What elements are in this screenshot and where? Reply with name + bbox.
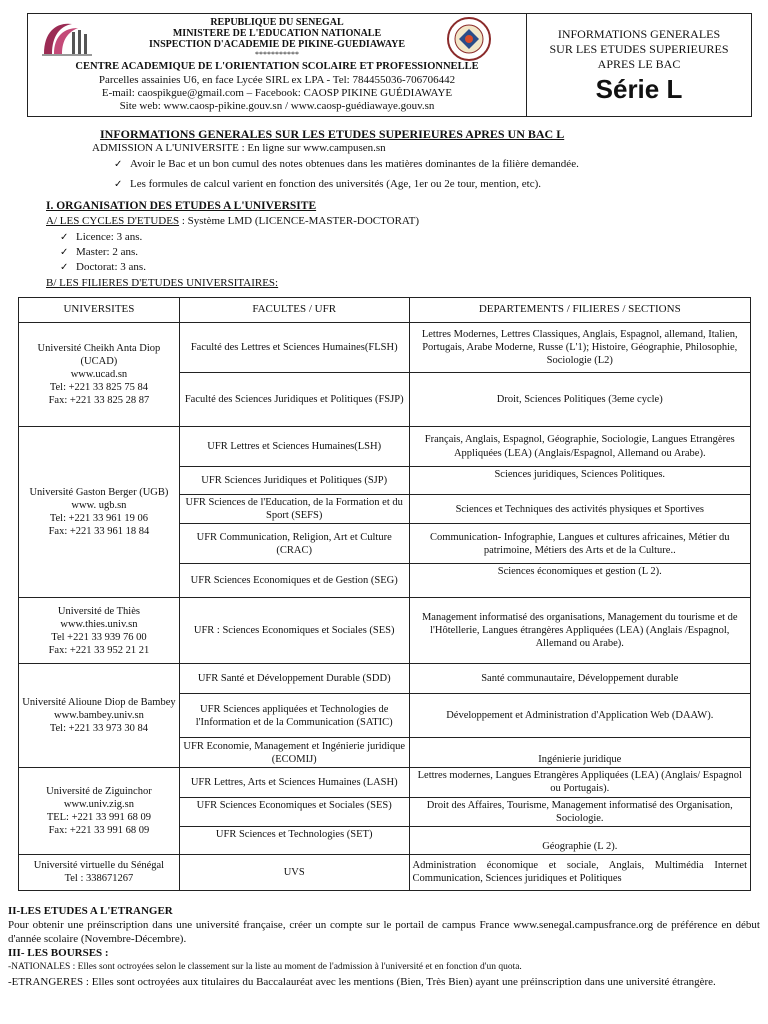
university-cell: Université Alioune Diop de Bambey www.bambey.univ.sn Tel: +221 33 973 30 84 — [19, 664, 180, 768]
departments-cell: Droit des Affaires, Tourisme, Management informatisé des Organisation, Sociologie. — [409, 797, 750, 826]
header-box — [27, 13, 527, 117]
faculty-cell: UFR Economie, Management et Ingénierie juridique (ECOMIJ) — [179, 738, 409, 768]
university-cell: Université de Thiès www.thies.univ.sn Tel +221 33 939 76 00 Fax: +221 33 952 21 21 — [19, 598, 180, 664]
faculty-cell: UFR Sciences Economiques et de Gestion (SEG) — [179, 564, 409, 598]
departments-cell: Droit, Sciences Politiques (3eme cycle) — [409, 373, 750, 427]
departments-cell: Lettres Modernes, Lettres Classiques, Anglais, Espagnol, allemand, Italien, Portugais, Arabe Moderne, Russe (L'1); Histoire, Géographie, Philosophie, Sociologie (L2) — [409, 323, 750, 373]
departments-cell: Ingénierie juridique — [409, 738, 750, 768]
faculty-cell: UFR Lettres, Arts et Sciences Humaines (LASH) — [179, 768, 409, 797]
table-header-row — [19, 298, 751, 323]
faculty-cell: UFR Communication, Religion, Art et Culture (CRAC) — [179, 524, 409, 564]
university-cell: Université Gaston Berger (UGB) www. ugb.sn Tel: +221 33 961 19 06 Fax: +221 33 961 18 84 — [19, 427, 180, 598]
check-icon: ✓ — [60, 247, 69, 258]
departments-cell: Géographie (L 2). — [409, 826, 750, 854]
section2-text: Pour obtenir une préinscription dans une université française, créer un compte sur le portail de campus France www.senegal.campusfrance.org de préférence en début d'année scolaire (Novembre-Décembre). — [8, 919, 760, 946]
header-stars: *********** — [255, 50, 299, 59]
departments-cell: Lettres modernes, Langues Etrangères Appliquées (LEA) (Anglais/ Espagnol ou Portugais). — [409, 768, 750, 797]
departments-cell: Sciences économiques et gestion (L 2). — [409, 564, 750, 598]
header-cell: DEPARTEMENTS / FILIERES / SECTIONS — [409, 298, 750, 323]
faculty-cell: Faculté des Sciences Juridiques et Politiques (FSJP) — [179, 373, 409, 427]
header-cell: FACULTES / UFR — [179, 298, 409, 323]
header-website: Site web: www.caosp-pikine.gouv.sn / www.caosp-guédiawaye.gouv.sn — [119, 100, 435, 112]
departments-cell: Santé communautaire, Développement durable — [409, 664, 750, 694]
section3-title: III- LES BOURSES : — [8, 947, 109, 959]
header-cell: UNIVERSITES — [19, 298, 180, 323]
faculty-cell: Faculté des Lettres et Sciences Humaines(FLSH) — [179, 323, 409, 373]
faculty-cell: UFR Santé et Développement Durable (SDD) — [179, 664, 409, 694]
admission-point: ✓ Avoir le Bac et un bon cumul des notes obtenues dans les matières dominantes de la filière demandée. — [114, 158, 579, 170]
departments-cell: Développement et Administration d'Application Web (DAAW). — [409, 694, 750, 738]
departments-cell: Sciences et Techniques des activités physiques et Sportives — [409, 495, 750, 524]
cycles-line: A/ LES CYCLES D'ETUDES : Système LMD (LICENCE-MASTER-DOCTORAT) — [46, 215, 420, 227]
faculty-cell: UFR Sciences Juridiques et Politiques (SJP) — [179, 467, 409, 495]
faculty-cell: UFR Sciences et Technologies (SET) — [179, 826, 409, 854]
section2-title: II-LES ETUDES A L'ETRANGER — [8, 905, 173, 917]
universities-table — [18, 297, 751, 891]
faculty-cell: UFR Sciences de l'Education, de la Formation et du Sport (SEFS) — [179, 495, 409, 524]
admission-point: ✓ Les formules de calcul varient en fonction des universités (Age, 1er ou 2e tour, mention, etc). — [114, 178, 542, 190]
info-line-1: INFORMATIONS GENERALES — [557, 27, 721, 41]
bourses-nationales: -NATIONALES : Elles sont octroyées selon le classement sur la liste au moment de l'admission à l'université et en fonction d'un quota. — [8, 962, 522, 972]
departments-cell: Communication- Infographie, Langues et cultures africaines, Métier du patrimoine, Métiers des Arts et de la Culture.. — [409, 524, 750, 564]
header-address: Parcelles assainies U6, en face Lycée SIRL ex LPA - Tel: 784455036-706706442 — [98, 74, 456, 86]
departments-cell: Management informatisé des organisations, Management du tourisme et de l'Hôtellerie, Langues étrangères Appliquées (LEA) (Anglais /Espagnol, Allemand ou Arabe). — [409, 598, 750, 664]
faculty-cell: UFR Sciences Economiques et Sociales (SES) — [179, 797, 409, 826]
filieres-title: B/ LES FILIERES D'ETUDES UNIVERSITAIRES: — [46, 277, 279, 289]
table-row — [19, 427, 751, 467]
departments-cell: Sciences juridiques, Sciences Politiques. — [409, 467, 750, 495]
table-row — [19, 323, 751, 373]
cycle-item: ✓ Doctorat: 3 ans. — [60, 261, 146, 273]
cycle-item: ✓ Licence: 3 ans. — [60, 231, 143, 243]
faculty-cell: UFR Sciences appliquées et Technologies de l'Information et de la Communication (SATIC) — [179, 694, 409, 738]
serie-label: Série L — [595, 74, 683, 104]
header-ministry: MINISTERE DE L'EDUCATION NATIONALE — [172, 28, 382, 39]
table-row — [19, 768, 751, 797]
table-row — [19, 854, 751, 890]
university-cell: Université de Ziguinchor www.univ.zig.sn TEL: +221 33 991 68 09 Fax: +221 33 991 68 09 — [19, 768, 180, 855]
info-line-2: SUR LES ETUDES SUPERIEURES — [549, 42, 729, 56]
check-icon: ✓ — [60, 262, 69, 273]
info-line-3: APRES LE BAC — [597, 57, 681, 71]
check-icon: ✓ — [114, 179, 123, 190]
table-row — [19, 598, 751, 664]
check-icon: ✓ — [60, 232, 69, 243]
header-contact: E-mail: caospikgue@gmail.com – Facebook: CAOSP PIKINE GUÉDIAWAYE — [101, 87, 453, 99]
main-title: INFORMATIONS GENERALES SUR LES ETUDES SUPERIEURES APRES UN BAC L — [100, 127, 565, 141]
header-inspection: INSPECTION D'ACADEMIE DE PIKINE-GUEDIAWAYE — [148, 39, 406, 50]
cycle-item: ✓ Master: 2 ans. — [60, 246, 139, 258]
check-icon: ✓ — [114, 159, 123, 170]
faculty-cell: UFR : Sciences Economiques et Sociales (SES) — [179, 598, 409, 664]
bourses-etrangeres: -ETRANGERES : Elles sont octroyées aux titulaires du Baccalauréat avec les mentions (Bien, Très Bien) ayant une préinscription dans une université étrangère. — [8, 976, 716, 988]
section1-title: I. ORGANISATION DES ETUDES A L'UNIVERSITE — [46, 200, 317, 212]
table-row — [19, 664, 751, 694]
faculty-cell: UFR Lettres et Sciences Humaines(LSH) — [179, 427, 409, 467]
university-cell: Université virtuelle du Sénégal Tel : 338671267 — [19, 854, 180, 890]
header-republic: REPUBLIQUE DU SENEGAL — [210, 17, 344, 28]
header-centre: CENTRE ACADEMIQUE DE L'ORIENTATION SCOLAIRE ET PROFESSIONNELLE — [75, 61, 479, 72]
university-cell: Université Cheikh Anta Diop (UCAD) www.ucad.sn Tel: +221 33 825 75 84 Fax: +221 33 825 28 87 — [19, 323, 180, 427]
admission-line: ADMISSION A L'UNIVERSITE : En ligne sur www.campusen.sn — [92, 142, 386, 154]
departments-cell: Administration économique et sociale, Anglais, Multimédia Internet Communication, Sciences juridiques et Politiques — [409, 854, 750, 890]
info-box — [526, 13, 752, 117]
faculty-cell: UVS — [179, 854, 409, 890]
departments-cell: Français, Anglais, Espagnol, Géographie, Sociologie, Langues Etrangères Appliquées (LEA) (Anglais/Espagnol, Allemand ou Arabe). — [409, 427, 750, 467]
